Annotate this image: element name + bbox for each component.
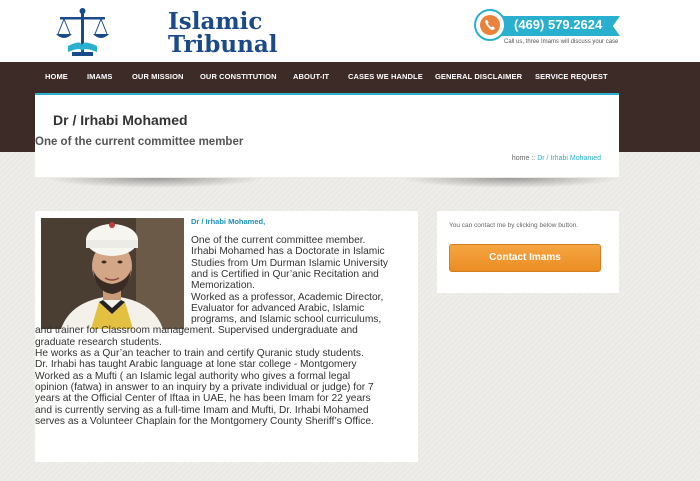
bio-line: and trainer for Classroom management. Supervised undergraduate and — [35, 325, 358, 337]
bio-line: He works as a Qur’an teacher to train and certify Quranic study students. — [35, 348, 364, 359]
phone-number: (469) 579.2624 — [514, 17, 603, 32]
nav-item-imams[interactable]: IMAMS — [87, 72, 113, 81]
nav-item-service-request[interactable]: SERVICE REQUEST — [535, 72, 608, 81]
contact-sidebar — [437, 211, 619, 293]
bio-line: Evaluator for advanced Arabic, Islamic — [191, 302, 365, 314]
bio-line: One of the current committee member. — [191, 235, 366, 246]
nav-item-about-it[interactable]: ABOUT-IT — [293, 72, 330, 81]
bio-line: Irhabi Mohamed has a Doctorate in Islamic — [191, 246, 385, 258]
bio-line: opinion (fatwa) in answer to an inquiry by a private individual or judge) for 7 — [35, 381, 374, 393]
nav-item-cases-we-handle[interactable]: CASES WE HANDLE — [348, 72, 423, 81]
logo-line-2: Tribunal — [168, 31, 278, 58]
phone-contact[interactable] — [474, 8, 622, 50]
bio-line: Studies from Um Durman Islamic University — [191, 257, 388, 269]
bio-line: graduate research students. — [35, 336, 162, 348]
logo-line-1: Islamic — [168, 8, 263, 35]
page-title-panel — [35, 93, 619, 177]
scales-of-justice-icon — [52, 6, 114, 58]
bio-line: Worked as a professor, Academic Director, — [191, 291, 384, 303]
bio-line: and is Certified in Qur’anic Recitation and — [191, 268, 379, 280]
nav-item-general-disclaimer[interactable]: GENERAL DISCLAIMER — [435, 72, 523, 81]
bio-line: Memorization. — [191, 280, 255, 292]
bio-line: Dr. Irhabi has taught Arabic language at lone star college - Montgomery — [35, 359, 357, 371]
bio-line: years at the Official Center of Iftaa in UAE, he has been Imam for 22 years — [35, 393, 371, 405]
breadcrumb-current: Dr / Irhabi Mohamed — [537, 155, 601, 162]
profile-photo — [41, 218, 184, 329]
bio-line: Worked as a Mufti ( an Islamic legal authority who gives a formal legal — [35, 370, 351, 382]
breadcrumb-separator: :: — [531, 155, 536, 162]
phone-subtext: Call us, three Imams will discuss your case — [504, 39, 619, 45]
phone-icon — [480, 15, 500, 35]
bio-line: serves as a Volunteer Chaplain for the Montgomery County Sheriff’s Office. — [35, 415, 374, 427]
bio-line: programs, and Islamic school curriculums, — [191, 314, 382, 326]
panel-shadow-right — [400, 178, 620, 188]
bio-line: and is currently serving as a full-time Imam and Mufti, Dr. Irhabi Mohamed — [35, 404, 369, 416]
nav-item-our-constitution[interactable]: OUR CONSTITUTION — [200, 72, 277, 81]
profile-name: Dr / Irhabi Mohamed, — [191, 217, 266, 226]
page-title: Dr / Irhabi Mohamed — [53, 112, 188, 128]
contact-prompt: You can contact me by clicking below button. — [449, 222, 579, 229]
page-subtitle: One of the current committee member — [35, 136, 244, 148]
profile-card — [35, 211, 418, 462]
contact-imams-button[interactable]: Contact Imams — [449, 244, 601, 272]
panel-shadow-left — [45, 178, 265, 188]
site-logo[interactable] — [52, 6, 278, 58]
breadcrumb-home-link[interactable]: home — [511, 155, 530, 162]
breadcrumb — [512, 155, 601, 162]
phone-badge — [474, 9, 506, 41]
logo-text — [168, 10, 277, 56]
site-header — [0, 0, 700, 62]
nav-item-our-mission[interactable]: OUR MISSION — [132, 72, 184, 81]
nav-item-home[interactable]: HOME — [45, 72, 68, 81]
